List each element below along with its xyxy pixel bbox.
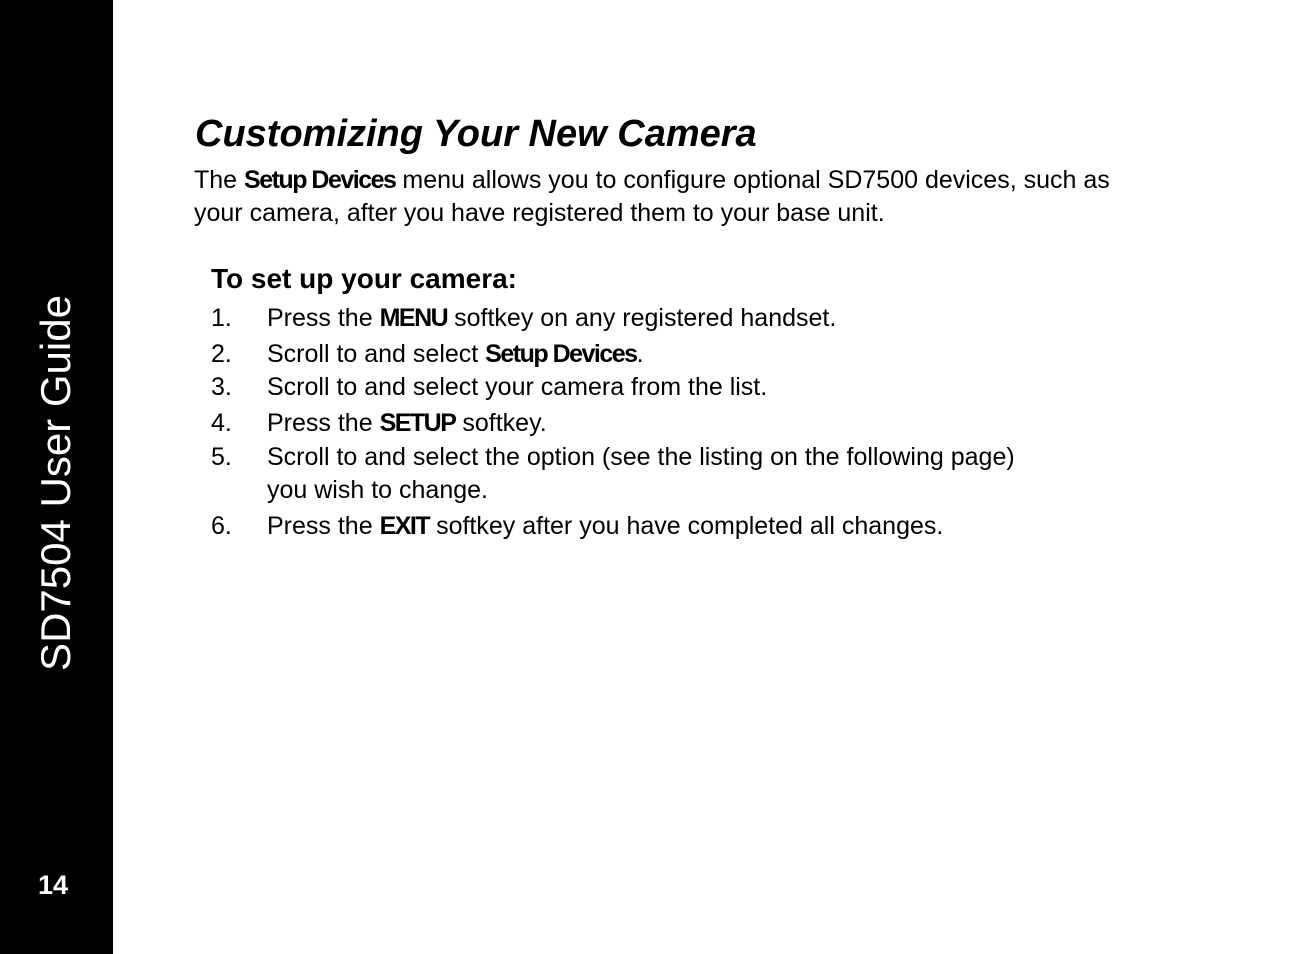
step-keyword: Setup Devices xyxy=(485,340,637,368)
step-text: Scroll to and select the option (see the listing on the following page) you wish to change. xyxy=(267,443,1015,504)
intro-paragraph xyxy=(194,164,1234,230)
sidebar xyxy=(0,0,113,954)
page-title: Customizing Your New Camera xyxy=(195,113,757,155)
step-text: Press the EXIT softkey after you have completed all changes. xyxy=(267,512,944,540)
step-number: 2. xyxy=(211,340,232,368)
step-number: 5. xyxy=(211,443,232,471)
step-text: Press the SETUP softkey. xyxy=(267,409,547,437)
intro-text: The xyxy=(194,166,245,194)
page-number: 14 xyxy=(38,870,69,900)
intro-text: menu allows you to configure optional SD7500 devices, such as xyxy=(395,166,1110,194)
step-keyword: EXIT xyxy=(379,512,430,540)
step-number: 6. xyxy=(211,512,232,540)
section-subheading: To set up your camera: xyxy=(211,263,518,294)
step-keyword: SETUP xyxy=(379,409,456,437)
step-number: 4. xyxy=(211,409,232,437)
step-text: Scroll to and select your camera from the list. xyxy=(267,373,768,401)
intro-keyword: Setup Devices xyxy=(244,166,396,194)
step-text: Scroll to and select Setup Devices. xyxy=(267,340,644,368)
step-number: 3. xyxy=(211,373,232,401)
step-number: 1. xyxy=(211,304,232,332)
step-text: Press the MENU softkey on any registered handset. xyxy=(267,304,837,332)
sidebar-title: SD7504 User Guide xyxy=(32,295,79,671)
step-keyword: MENU xyxy=(379,304,448,332)
intro-text: your camera, after you have registered them to your base unit. xyxy=(194,199,885,227)
